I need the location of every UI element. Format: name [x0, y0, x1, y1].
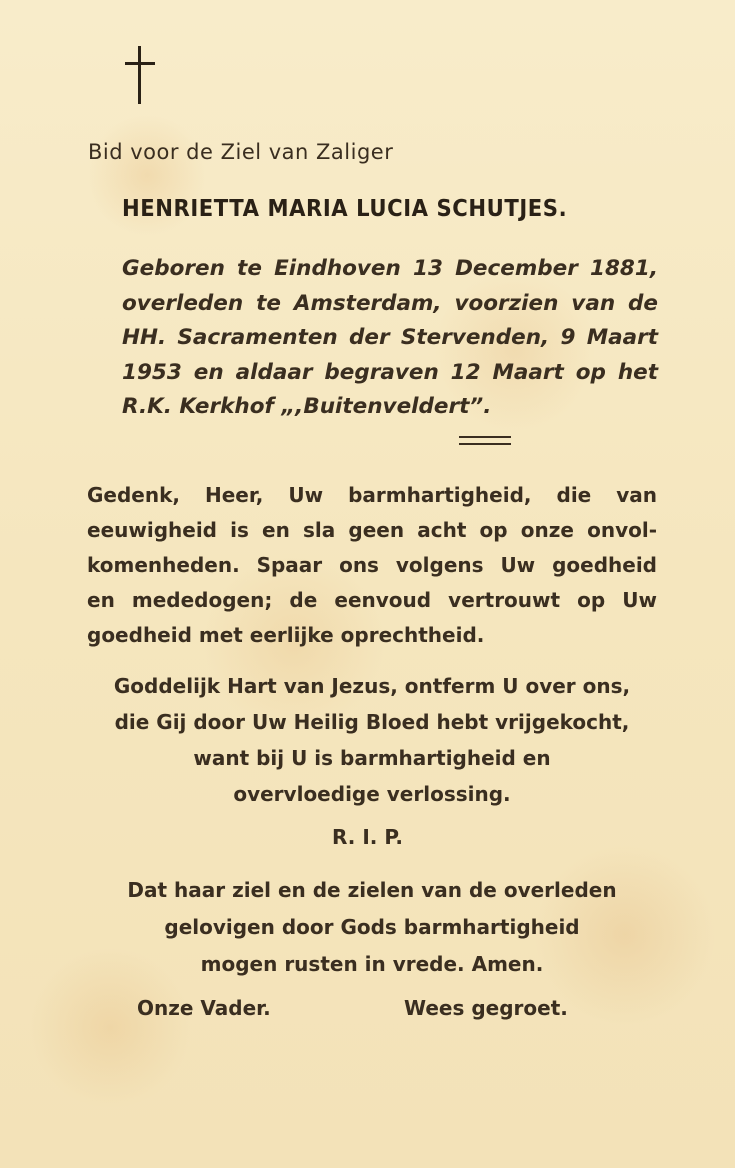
hail-mary-text: Wees gegroet.: [404, 996, 568, 1020]
bio-line: HH. Sacramenten der Stervenden, 9 Maart: [122, 325, 658, 350]
closing-line: Dat haar ziel en de zielen van de overleden: [127, 878, 617, 902]
cross-icon: [125, 46, 155, 104]
closing-line: gelovigen door Gods barmhartigheid: [164, 915, 580, 939]
prayer-line: goedheid met eerlijke oprechtheid.: [87, 623, 485, 647]
our-father-text: Onze Vader.: [137, 996, 271, 1020]
heart-line: Goddelijk Hart van Jezus, ontferm U over ons,: [113, 674, 631, 698]
divider-top: [459, 436, 511, 438]
heart-line: die Gij door Uw Heilig Bloed hebt vrijgekocht,: [114, 710, 630, 734]
prayer-line: en mededogen; de eenvoud vertrouwt op Uw: [87, 588, 657, 612]
bio-line: 1953 en aldaar begraven 12 Maart op het: [122, 359, 658, 385]
bio-line: R.K. Kerkhof „,Buitenveldert”.: [122, 394, 492, 419]
prayer-line: Gedenk, Heer, Uw barmhartigheid, die van: [87, 483, 657, 507]
closing-prayer: [87, 872, 657, 983]
heart-line: want bij U is barmhartigheid en: [193, 746, 551, 770]
bio-line: overleden te Amsterdam, voorzien van de: [122, 290, 658, 316]
deceased-name: HENRIETTA MARIA LUCIA SCHUTJES.: [122, 196, 568, 222]
biography: [122, 252, 658, 425]
prayer-line: komenheden. Spaar ons volgens Uw goedheid: [87, 553, 657, 577]
heart-line: overvloedige verlossing.: [233, 782, 511, 806]
closing-line: mogen rusten in vrede. Amen.: [200, 952, 544, 976]
prayer-line: eeuwigheid is en sla geen acht op onze onvol-: [87, 518, 657, 542]
rip-text: R. I. P.: [332, 825, 403, 849]
sacred-heart-prayer: [87, 668, 657, 812]
divider-bottom: [459, 443, 511, 445]
bio-line: Geboren te Eindhoven 13 December 1881,: [122, 256, 658, 281]
intro-line: Bid voor de Ziel van Zaliger: [88, 140, 394, 164]
prayer-paragraph: [87, 478, 657, 653]
